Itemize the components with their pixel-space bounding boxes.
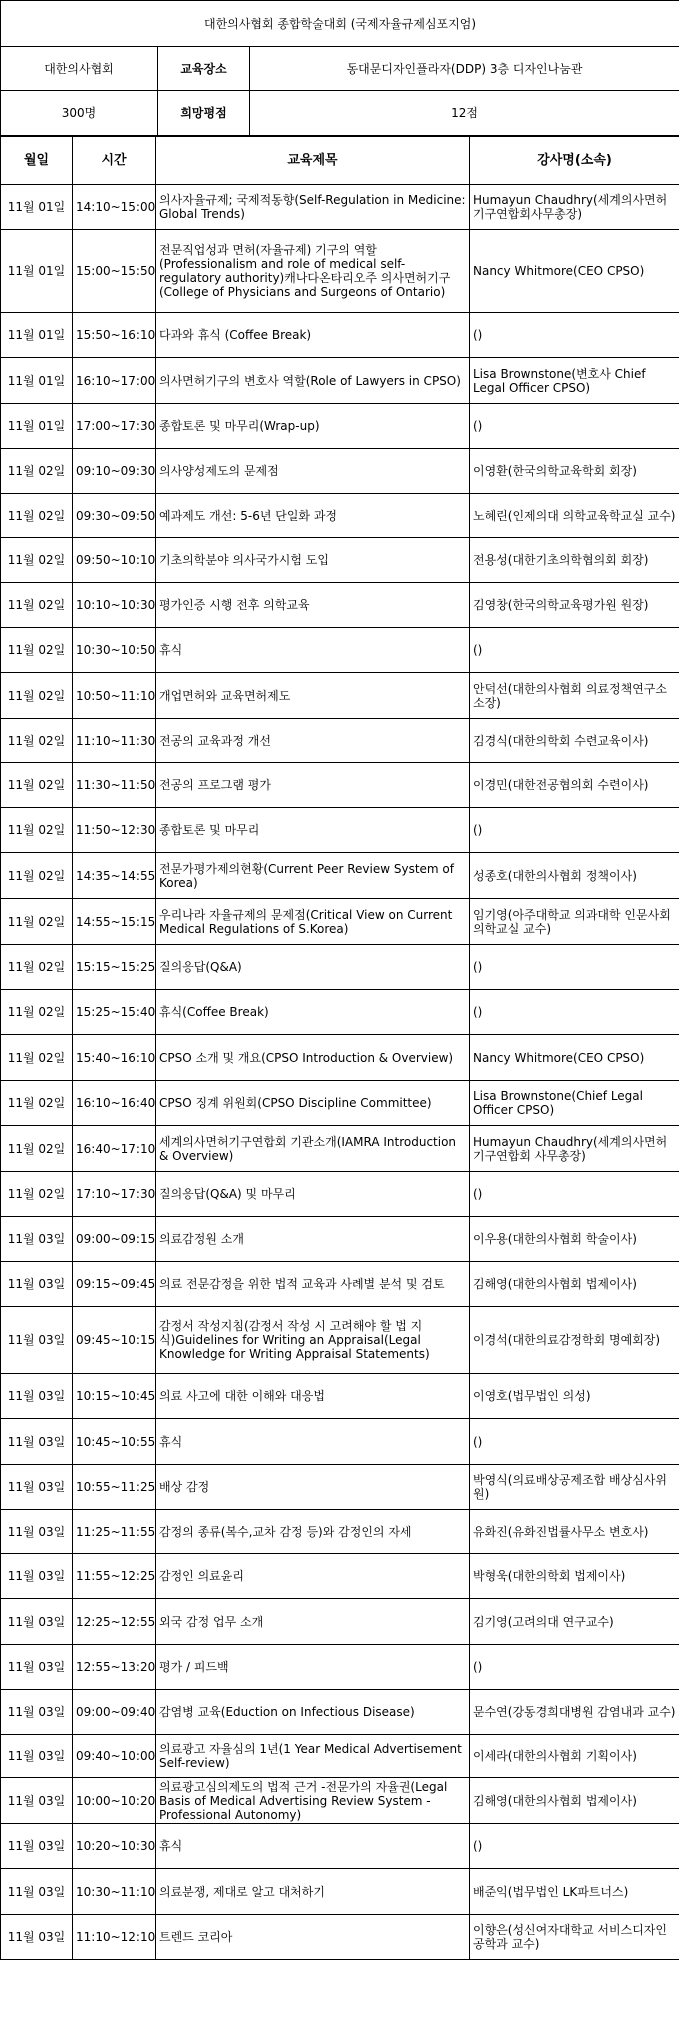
speaker-cell: 성종호(대한의사협회 정책이사) bbox=[470, 853, 679, 899]
table-row bbox=[1, 1035, 679, 1081]
table-row bbox=[1, 404, 679, 449]
day-cell: 11월 02일 bbox=[1, 899, 73, 945]
time-cell: 09:00~09:15 bbox=[73, 1217, 156, 1262]
title-cell: 감염병 교육(Eduction on Infectious Disease) bbox=[156, 1690, 470, 1735]
table-row bbox=[1, 230, 679, 313]
time-cell: 15:25~15:40 bbox=[73, 990, 156, 1035]
title-cell: 의사양성제도의 문제점 bbox=[156, 449, 470, 494]
time-cell: 12:55~13:20 bbox=[73, 1645, 156, 1690]
day-cell: 11월 02일 bbox=[1, 763, 73, 808]
title-cell: 우리나라 자율규제의 문제점(Critical View on Current Medical Regulations of S.Korea) bbox=[156, 899, 470, 945]
speaker-cell: () bbox=[470, 945, 679, 990]
day-cell: 11월 03일 bbox=[1, 1778, 73, 1824]
title-cell: 휴식 bbox=[156, 628, 470, 673]
time-cell: 09:10~09:30 bbox=[73, 449, 156, 494]
table-row bbox=[1, 313, 679, 358]
day-cell: 11월 02일 bbox=[1, 583, 73, 628]
speaker-cell: () bbox=[470, 808, 679, 853]
speaker-cell: () bbox=[470, 1419, 679, 1465]
speaker-cell: 이경민(대한전공협의회 수련이사) bbox=[470, 763, 679, 808]
time-cell: 09:50~10:10 bbox=[73, 538, 156, 583]
title-cell: CPSO 소개 및 개요(CPSO Introduction & Overview) bbox=[156, 1035, 470, 1081]
day-cell: 11월 01일 bbox=[1, 230, 73, 313]
table-row bbox=[1, 449, 679, 494]
time-cell: 17:00~17:30 bbox=[73, 404, 156, 449]
time-cell: 11:50~12:30 bbox=[73, 808, 156, 853]
time-cell: 11:10~11:30 bbox=[73, 719, 156, 763]
speaker-cell: 이우용(대한의사협회 학술이사) bbox=[470, 1217, 679, 1262]
speaker-cell: 이향은(성신여자대학교 서비스디자인공학과 교수) bbox=[470, 1915, 679, 1960]
venue-label: 교육장소 bbox=[158, 47, 250, 91]
time-cell: 16:10~16:40 bbox=[73, 1081, 156, 1126]
time-cell: 15:00~15:50 bbox=[73, 230, 156, 313]
col-header-day: 월일 bbox=[1, 137, 73, 185]
table-row bbox=[1, 1824, 679, 1869]
table-row bbox=[1, 583, 679, 628]
speaker-cell: Nancy Whitmore(CEO CPSO) bbox=[470, 230, 679, 313]
title-cell: 배상 감정 bbox=[156, 1465, 470, 1510]
organizer: 대한의사협회 bbox=[1, 47, 158, 91]
time-cell: 11:25~11:55 bbox=[73, 1510, 156, 1554]
title-cell: 종합토론 및 마무리(Wrap-up) bbox=[156, 404, 470, 449]
table-row bbox=[1, 853, 679, 899]
col-header-speaker: 강사명(소속) bbox=[470, 137, 679, 185]
title-cell: 휴식(Coffee Break) bbox=[156, 990, 470, 1035]
time-cell: 10:50~11:10 bbox=[73, 673, 156, 719]
time-cell: 15:15~15:25 bbox=[73, 945, 156, 990]
day-cell: 11월 03일 bbox=[1, 1419, 73, 1465]
time-cell: 10:20~10:30 bbox=[73, 1824, 156, 1869]
title-cell: 질의응답(Q&A) bbox=[156, 945, 470, 990]
table-row bbox=[1, 673, 679, 719]
time-cell: 11:10~12:10 bbox=[73, 1915, 156, 1960]
time-cell: 17:10~17:30 bbox=[73, 1172, 156, 1217]
day-cell: 11월 02일 bbox=[1, 673, 73, 719]
time-cell: 12:25~12:55 bbox=[73, 1599, 156, 1645]
event-info-table bbox=[0, 0, 679, 136]
table-row bbox=[1, 1217, 679, 1262]
time-cell: 09:40~10:00 bbox=[73, 1735, 156, 1778]
day-cell: 11월 03일 bbox=[1, 1374, 73, 1419]
schedule-header-row bbox=[1, 137, 679, 185]
speaker-cell: 이영환(한국의학교육학회 회장) bbox=[470, 449, 679, 494]
day-cell: 11월 02일 bbox=[1, 1126, 73, 1172]
time-cell: 14:55~15:15 bbox=[73, 899, 156, 945]
title-cell: 트렌드 코리아 bbox=[156, 1915, 470, 1960]
table-row bbox=[1, 1126, 679, 1172]
day-cell: 11월 03일 bbox=[1, 1262, 73, 1307]
table-row bbox=[1, 1465, 679, 1510]
title-cell: 휴식 bbox=[156, 1824, 470, 1869]
speaker-cell: 김해영(대한의사협회 법제이사) bbox=[470, 1778, 679, 1824]
capacity: 300명 bbox=[1, 91, 158, 136]
speaker-cell: () bbox=[470, 1645, 679, 1690]
table-row bbox=[1, 945, 679, 990]
speaker-cell: () bbox=[470, 313, 679, 358]
table-row bbox=[1, 899, 679, 945]
day-cell: 11월 03일 bbox=[1, 1645, 73, 1690]
title-cell: 의사면허기구의 변호사 역할(Role of Lawyers in CPSO) bbox=[156, 358, 470, 404]
speaker-cell: () bbox=[470, 990, 679, 1035]
day-cell: 11월 03일 bbox=[1, 1735, 73, 1778]
title-cell: 질의응답(Q&A) 및 마무리 bbox=[156, 1172, 470, 1217]
title-cell: 의사자율규제; 국제적동향(Self-Regulation in Medicine: Global Trends) bbox=[156, 185, 470, 230]
table-row bbox=[1, 1915, 679, 1960]
title-cell: 감정서 작성지침(감정서 작성 시 고려해야 할 법 지식)Guidelines for Writing an Appraisal(Legal Knowledge for Writing Appraisal Statements) bbox=[156, 1307, 470, 1374]
speaker-cell: Nancy Whitmore(CEO CPSO) bbox=[470, 1035, 679, 1081]
time-cell: 14:35~14:55 bbox=[73, 853, 156, 899]
day-cell: 11월 03일 bbox=[1, 1599, 73, 1645]
speaker-cell: Humayun Chaudhry(세계의사면허기구연합회 사무총장) bbox=[470, 1126, 679, 1172]
table-row bbox=[1, 1599, 679, 1645]
organizer-row bbox=[1, 47, 679, 91]
time-cell: 10:10~10:30 bbox=[73, 583, 156, 628]
event-title-row bbox=[1, 1, 679, 47]
table-row bbox=[1, 1510, 679, 1554]
speaker-cell: 김기영(고려의대 연구교수) bbox=[470, 1599, 679, 1645]
time-cell: 10:30~10:50 bbox=[73, 628, 156, 673]
day-cell: 11월 02일 bbox=[1, 1081, 73, 1126]
title-cell: 의료광고 자율심의 1년(1 Year Medical Advertisement Self-review) bbox=[156, 1735, 470, 1778]
table-row bbox=[1, 1419, 679, 1465]
speaker-cell: Humayun Chaudhry(세계의사면허기구연합회사무총장) bbox=[470, 185, 679, 230]
title-cell: 세계의사면허기구연합회 기관소개(IAMRA Introduction & Overview) bbox=[156, 1126, 470, 1172]
speaker-cell: 박형욱(대한의학회 법제이사) bbox=[470, 1554, 679, 1599]
table-row bbox=[1, 1778, 679, 1824]
table-row bbox=[1, 358, 679, 404]
table-row bbox=[1, 1374, 679, 1419]
speaker-cell: 박영식(의료배상공제조합 배상심사위원) bbox=[470, 1465, 679, 1510]
title-cell: 외국 감정 업무 소개 bbox=[156, 1599, 470, 1645]
title-cell: 종합토론 및 마무리 bbox=[156, 808, 470, 853]
day-cell: 11월 01일 bbox=[1, 313, 73, 358]
points-label: 희망평점 bbox=[158, 91, 250, 136]
title-cell: 다과와 휴식 (Coffee Break) bbox=[156, 313, 470, 358]
speaker-cell: Lisa Brownstone(Chief Legal Officer CPSO) bbox=[470, 1081, 679, 1126]
day-cell: 11월 03일 bbox=[1, 1554, 73, 1599]
day-cell: 11월 02일 bbox=[1, 538, 73, 583]
speaker-cell: () bbox=[470, 404, 679, 449]
speaker-cell: 전용성(대한기초의학협의회 회장) bbox=[470, 538, 679, 583]
time-cell: 15:40~16:10 bbox=[73, 1035, 156, 1081]
day-cell: 11월 01일 bbox=[1, 404, 73, 449]
title-cell: 의료감정원 소개 bbox=[156, 1217, 470, 1262]
table-row bbox=[1, 1869, 679, 1915]
day-cell: 11월 03일 bbox=[1, 1307, 73, 1374]
day-cell: 11월 02일 bbox=[1, 628, 73, 673]
day-cell: 11월 03일 bbox=[1, 1869, 73, 1915]
speaker-cell: 이경석(대한의료감정학회 명예회장) bbox=[470, 1307, 679, 1374]
time-cell: 09:30~09:50 bbox=[73, 494, 156, 538]
day-cell: 11월 02일 bbox=[1, 494, 73, 538]
title-cell: 감정의 종류(복수,교차 감정 등)와 감정인의 자세 bbox=[156, 1510, 470, 1554]
day-cell: 11월 03일 bbox=[1, 1217, 73, 1262]
table-row bbox=[1, 1554, 679, 1599]
col-header-time: 시간 bbox=[73, 137, 156, 185]
day-cell: 11월 03일 bbox=[1, 1465, 73, 1510]
time-cell: 09:15~09:45 bbox=[73, 1262, 156, 1307]
time-cell: 14:10~15:00 bbox=[73, 185, 156, 230]
table-row bbox=[1, 1690, 679, 1735]
time-cell: 09:00~09:40 bbox=[73, 1690, 156, 1735]
table-row bbox=[1, 1081, 679, 1126]
table-row bbox=[1, 719, 679, 763]
day-cell: 11월 03일 bbox=[1, 1824, 73, 1869]
time-cell: 11:30~11:50 bbox=[73, 763, 156, 808]
day-cell: 11월 02일 bbox=[1, 1035, 73, 1081]
title-cell: 평가인증 시행 전후 의학교육 bbox=[156, 583, 470, 628]
title-cell: 의료광고심의제도의 법적 근거 -전문가의 자율권(Legal Basis of Medical Advertising Review System - Professional Autonomy) bbox=[156, 1778, 470, 1824]
day-cell: 11월 02일 bbox=[1, 945, 73, 990]
title-cell: 의료 사고에 대한 이해와 대응법 bbox=[156, 1374, 470, 1419]
title-cell: 휴식 bbox=[156, 1419, 470, 1465]
time-cell: 11:55~12:25 bbox=[73, 1554, 156, 1599]
table-row bbox=[1, 628, 679, 673]
speaker-cell: 김경식(대한의학회 수련교육이사) bbox=[470, 719, 679, 763]
venue: 동대문디자인플라자(DDP) 3층 디자인나눔관 bbox=[250, 47, 679, 91]
schedule-body bbox=[1, 185, 679, 1960]
day-cell: 11월 02일 bbox=[1, 990, 73, 1035]
speaker-cell: 문수연(강동경희대병원 감염내과 교수) bbox=[470, 1690, 679, 1735]
title-cell: 의료 전문감정을 위한 법적 교육과 사례별 분석 및 검토 bbox=[156, 1262, 470, 1307]
speaker-cell: () bbox=[470, 628, 679, 673]
day-cell: 11월 02일 bbox=[1, 1172, 73, 1217]
speaker-cell: 노혜린(인제의대 의학교육학교실 교수) bbox=[470, 494, 679, 538]
speaker-cell: 임기영(아주대학교 의과대학 인문사회의학교실 교수) bbox=[470, 899, 679, 945]
table-row bbox=[1, 763, 679, 808]
title-cell: 개업면허와 교육면허제도 bbox=[156, 673, 470, 719]
day-cell: 11월 02일 bbox=[1, 808, 73, 853]
time-cell: 10:45~10:55 bbox=[73, 1419, 156, 1465]
table-row bbox=[1, 808, 679, 853]
table-row bbox=[1, 1262, 679, 1307]
day-cell: 11월 03일 bbox=[1, 1915, 73, 1960]
time-cell: 10:00~10:20 bbox=[73, 1778, 156, 1824]
day-cell: 11월 03일 bbox=[1, 1510, 73, 1554]
speaker-cell: 이세라(대한의사협회 기획이사) bbox=[470, 1735, 679, 1778]
schedule-table bbox=[0, 136, 679, 1960]
title-cell: 감정인 의료윤리 bbox=[156, 1554, 470, 1599]
time-cell: 10:15~10:45 bbox=[73, 1374, 156, 1419]
title-cell: CPSO 징계 위원회(CPSO Discipline Committee) bbox=[156, 1081, 470, 1126]
title-cell: 전문가평가제의현황(Current Peer Review System of Korea) bbox=[156, 853, 470, 899]
title-cell: 예과제도 개선: 5-6년 단일화 과정 bbox=[156, 494, 470, 538]
title-cell: 전문직업성과 면허(자율규제) 기구의 역할(Professionalism and role of medical self-regulatory authority)캐나다온타리오주 의사면허기구(College of Physicians and Surgeons of Ontario) bbox=[156, 230, 470, 313]
title-cell: 기초의학분야 의사국가시험 도입 bbox=[156, 538, 470, 583]
speaker-cell: 안덕선(대한의사협회 의료정책연구소 소장) bbox=[470, 673, 679, 719]
time-cell: 10:30~11:10 bbox=[73, 1869, 156, 1915]
day-cell: 11월 02일 bbox=[1, 853, 73, 899]
speaker-cell: 이영호(법무법인 의성) bbox=[470, 1374, 679, 1419]
speaker-cell: 유화진(유화진법률사무소 변호사) bbox=[470, 1510, 679, 1554]
time-cell: 09:45~10:15 bbox=[73, 1307, 156, 1374]
table-row bbox=[1, 990, 679, 1035]
day-cell: 11월 01일 bbox=[1, 185, 73, 230]
speaker-cell: () bbox=[470, 1824, 679, 1869]
time-cell: 10:55~11:25 bbox=[73, 1465, 156, 1510]
speaker-cell: Lisa Brownstone(변호사 Chief Legal Officer CPSO) bbox=[470, 358, 679, 404]
speaker-cell: 김해영(대한의사협회 법제이사) bbox=[470, 1262, 679, 1307]
table-row bbox=[1, 494, 679, 538]
speaker-cell: () bbox=[470, 1172, 679, 1217]
table-row bbox=[1, 1172, 679, 1217]
title-cell: 전공의 프로그램 평가 bbox=[156, 763, 470, 808]
time-cell: 16:40~17:10 bbox=[73, 1126, 156, 1172]
day-cell: 11월 02일 bbox=[1, 449, 73, 494]
event-title: 대한의사협회 종합학술대회 (국제자율규제심포지엄) bbox=[1, 1, 679, 47]
speaker-cell: 배준익(법무법인 LK파트너스) bbox=[470, 1869, 679, 1915]
day-cell: 11월 02일 bbox=[1, 719, 73, 763]
table-row bbox=[1, 538, 679, 583]
capacity-row bbox=[1, 91, 679, 136]
title-cell: 전공의 교육과정 개선 bbox=[156, 719, 470, 763]
time-cell: 15:50~16:10 bbox=[73, 313, 156, 358]
col-header-title: 교육제목 bbox=[156, 137, 470, 185]
title-cell: 의료분쟁, 제대로 알고 대처하기 bbox=[156, 1869, 470, 1915]
table-row bbox=[1, 1307, 679, 1374]
table-row bbox=[1, 1735, 679, 1778]
points: 12점 bbox=[250, 91, 679, 136]
speaker-cell: 김영창(한국의학교육평가원 원장) bbox=[470, 583, 679, 628]
day-cell: 11월 01일 bbox=[1, 358, 73, 404]
title-cell: 평가 / 피드백 bbox=[156, 1645, 470, 1690]
table-row bbox=[1, 185, 679, 230]
day-cell: 11월 03일 bbox=[1, 1690, 73, 1735]
time-cell: 16:10~17:00 bbox=[73, 358, 156, 404]
table-row bbox=[1, 1645, 679, 1690]
